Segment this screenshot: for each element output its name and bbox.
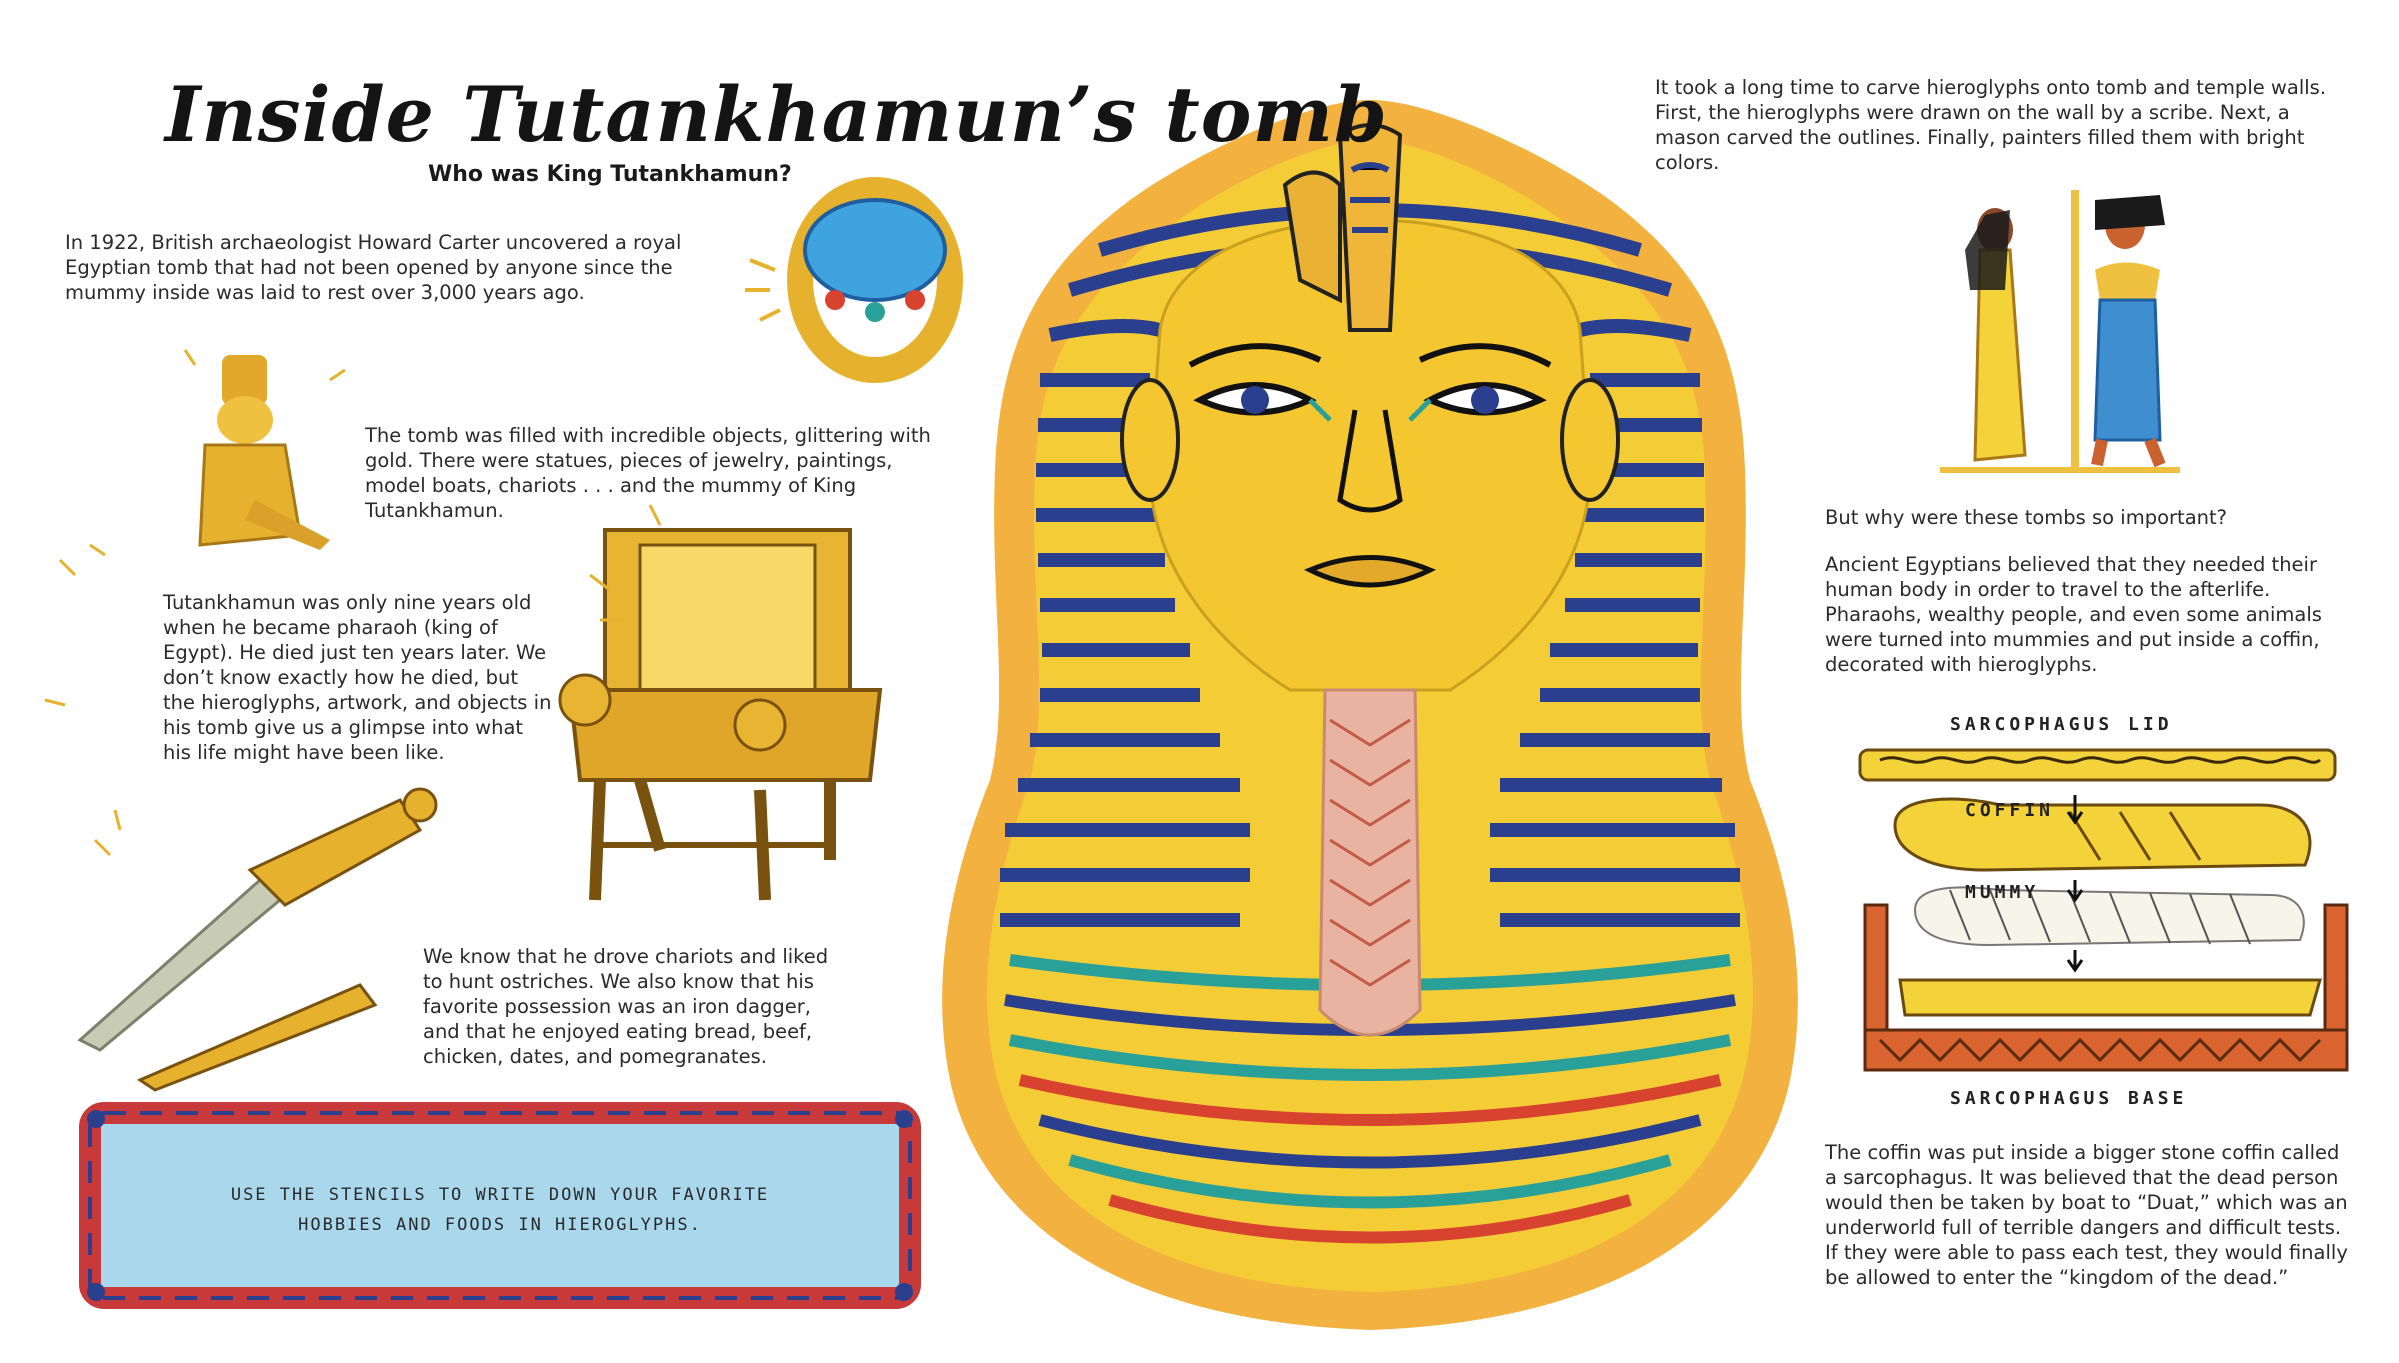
label-sarcophagus-base: SARCOPHAGUS BASE <box>1950 1088 2188 1109</box>
pharaoh-paragraph: Tutankhamun was only nine years old when he became pharaoh (king of Egypt). He died just ten years later. We don’t know exactly how he died, but the hieroglyphs, artwork, and objects in his tomb give us a glimpse into what his life might have been like. <box>163 591 552 764</box>
page-title: Inside Tutankhamun’s tomb <box>165 70 1389 159</box>
why-question: But why were these tombs so important? <box>1825 506 2227 529</box>
egyptian-figures-illustration <box>1940 190 2180 470</box>
activity-line-1: USE THE STENCILS TO WRITE DOWN YOUR FAVORITE <box>230 1185 770 1205</box>
activity-box-text <box>140 1180 860 1240</box>
label-mummy: MUMMY <box>1965 882 2040 903</box>
tutankhamun-mask-illustration <box>942 100 1798 1330</box>
chariots-paragraph: We know that he drove chariots and liked to hunt ostriches. We also know that his favorite possession was an iron dagger, and that he enjoyed eating bread, beef, chicken, dates, and pomegranates. <box>423 945 829 1068</box>
objects-paragraph: The tomb was filled with incredible objects, glittering with gold. There were statues, pieces of jewelry, paintings, model boats, chariots . . . and the mummy of King Tutankhamun. <box>365 424 931 522</box>
scarab-ring-illustration <box>745 190 950 370</box>
label-coffin: COFFIN <box>1965 800 2055 821</box>
hieroglyphs-paragraph: It took a long time to carve hieroglyphs onto tomb and temple walls. First, the hieroglyphs were drawn on the wall by a scribe. Next, a mason carved the outlines. Finally, painters filled them with bright colors. <box>1655 76 2327 174</box>
activity-line-2: HOBBIES AND FOODS IN HIEROGLYPHS. <box>298 1215 702 1235</box>
throne-illustration <box>560 505 880 900</box>
mask-beard <box>1320 690 1420 1035</box>
label-sarcophagus-lid: SARCOPHAGUS LID <box>1950 714 2173 735</box>
statue-illustration <box>90 350 345 555</box>
afterlife-paragraph: Ancient Egyptians believed that they needed their human body in order to travel to the afterlife. Pharaohs, wealthy people, and even some animals were turned into mummies and put inside a coffin, decorated with hieroglyphs. <box>1825 553 2322 676</box>
sarcophagus-base-shape <box>1865 1030 2347 1070</box>
sarcophagus-diagram <box>1860 750 2347 1070</box>
coffin-shape <box>1895 799 2310 870</box>
page-subtitle: Who was King Tutankhamun? <box>428 162 792 187</box>
sarcophagus-paragraph: The coffin was put inside a bigger stone coffin called a sarcophagus. It was believed that the dead person would then be taken by boat to “Duat,” which was an underworld full of terrible dangers and difficult tests. If they were able to pass each test, they would finally be allowed to enter the “kingdom of the dead.” <box>1825 1141 2348 1289</box>
intro-paragraph: In 1922, British archaeologist Howard Carter uncovered a royal Egyptian tomb that had not been opened by anyone since the mummy inside was laid to rest over 3,000 years ago. <box>65 231 682 304</box>
sheath <box>140 985 375 1090</box>
sarcophagus-lid-shape <box>1860 750 2335 780</box>
